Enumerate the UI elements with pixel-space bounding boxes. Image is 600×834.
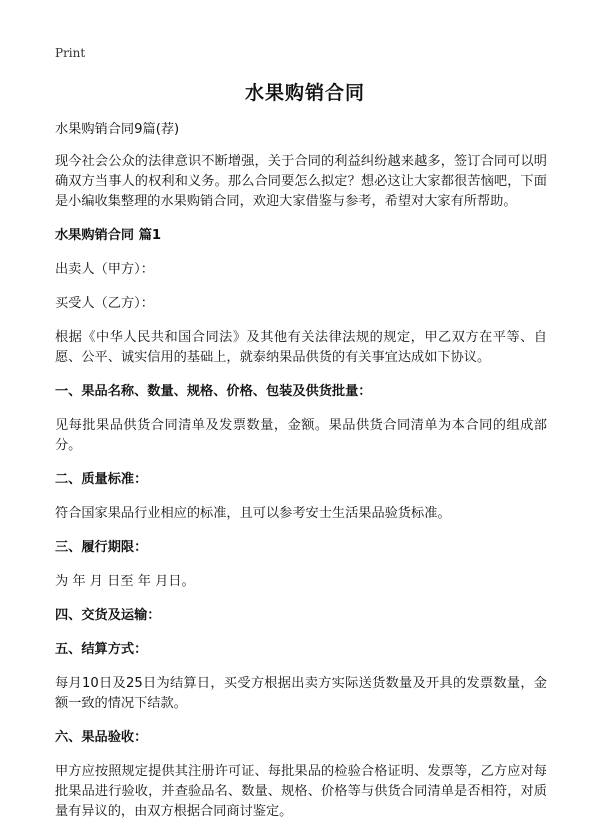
document-subtitle: 水果购销合同9篇(荐): [55, 122, 180, 137]
clause-3-heading: 三、履行期限：: [55, 540, 148, 555]
clause-4-heading: 四、交货及运输：: [55, 608, 161, 623]
clause-6-heading: 六、果品验收：: [55, 730, 148, 745]
clause-1-body: 见每批果品供货合同清单及发票数量，金额。果品供货合同清单为本合同的组成部分。: [55, 418, 547, 453]
document-title: 水果购销合同: [244, 82, 365, 104]
document-body: [55, 120, 547, 834]
intro-paragraph: 现今社会公众的法律意识不断增强，关于合同的利益纠纷越来越多，签订合同可以明确双方当事人的权利和义务。那么合同要怎么拟定？想必这让大家都很苦恼吧，下面是小编收集整理的水果购销合同，欢迎大家借鉴与参考，希望对大家有所帮助。: [55, 154, 547, 209]
clause-5-body: 每月10日及25日为结算日，买受方根据出卖方实际送货数量及开具的发票数量，金额一致的情况下结款。: [55, 676, 547, 711]
clause-5-heading: 五、结算方式：: [55, 642, 148, 657]
section-title: 水果购销合同 篇1: [55, 228, 162, 243]
clause-3-body: 为 年 月 日至 年 月日。: [55, 574, 195, 589]
clause-2-heading: 二、质量标准：: [55, 472, 148, 487]
clause-6-body: 甲方应按照规定提供其注册许可证、每批果品的检验合格证明、发票等，乙方应对每批果品进行验收，并查验品名、数量、规格、价格等与供货合同清单是否相符，对质量有异议的，由双方根据合同商讨鉴定。: [55, 764, 547, 819]
seller-line: 出卖人（甲方）：: [55, 262, 154, 277]
buyer-line: 买受人（乙方）：: [55, 296, 154, 311]
clause-2-body: 符合国家果品行业相应的标准，且可以参考安士生活果品验货标准。: [55, 506, 451, 521]
clause-1-heading: 一、果品名称、数量、规格、价格、包装及供货批量：: [55, 384, 372, 399]
preamble-paragraph: 根据《中华人民共和国合同法》及其他有关法律法规的规定，甲乙双方在平等、自愿、公平、诚实信用的基础上，就泰纳果品供货的有关事宜达成如下协议。: [55, 330, 547, 365]
print-link[interactable]: Print: [55, 46, 86, 60]
